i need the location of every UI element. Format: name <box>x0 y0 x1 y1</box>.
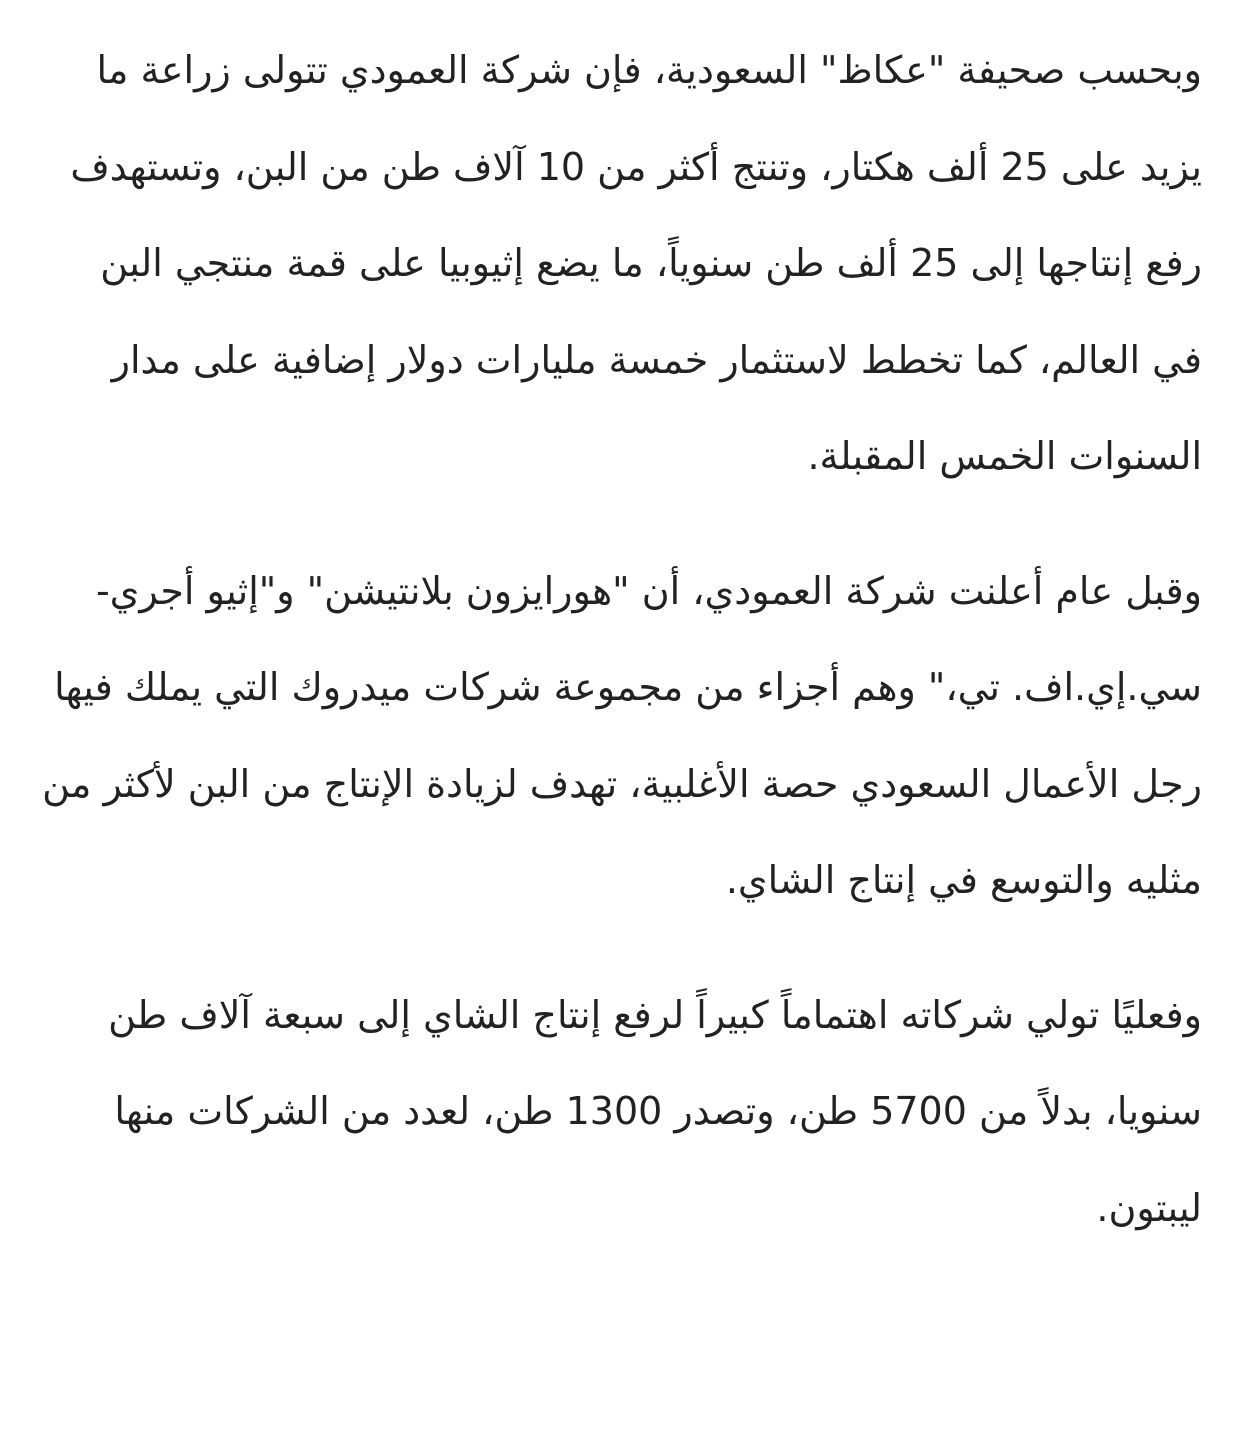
paragraph-companies-announcement: وقبل عام أعلنت شركة العمودي، أن "هورايزون بلانتيشن" و"إثيو أجري-سي.إي.اف. تي،" وهم أجزاء من مجموعة شركات ميدروك التي يملك فيها رجل الأعمال السعودي حصة الأغلبية، تهدف لزيادة الإنتاج من البن لأكثر من مثليه والتوسع في إنتاج الشاي. <box>42 568 1202 902</box>
article-body <box>40 0 1202 1256</box>
paragraph-coffee-production: وبحسب صحيفة "عكاظ" السعودية، فإن شركة العمودي تتولى زراعة ما يزيد على 25 ألف هكتار، وتنتج أكثر من 10 آلاف طن من البن، وتستهدف رفع إنتاجها إلى 25 ألف طن سنوياً، ما يضع إثيوبيا على قمة منتجي البن في العالم، كما تخطط لاستثمار خمسة مليارات دولار إضافية على مدار السنوات الخمس المقبلة. <box>70 48 1202 478</box>
paragraph-tea-production: وفعليًا تولي شركاته اهتماماً كبيراً لرفع إنتاج الشاي إلى سبعة آلاف طن سنويا، بدلاً من 5700 طن، وتصدر 1300 طن، لعدد من الشركات منها ليبتون. <box>108 992 1202 1230</box>
